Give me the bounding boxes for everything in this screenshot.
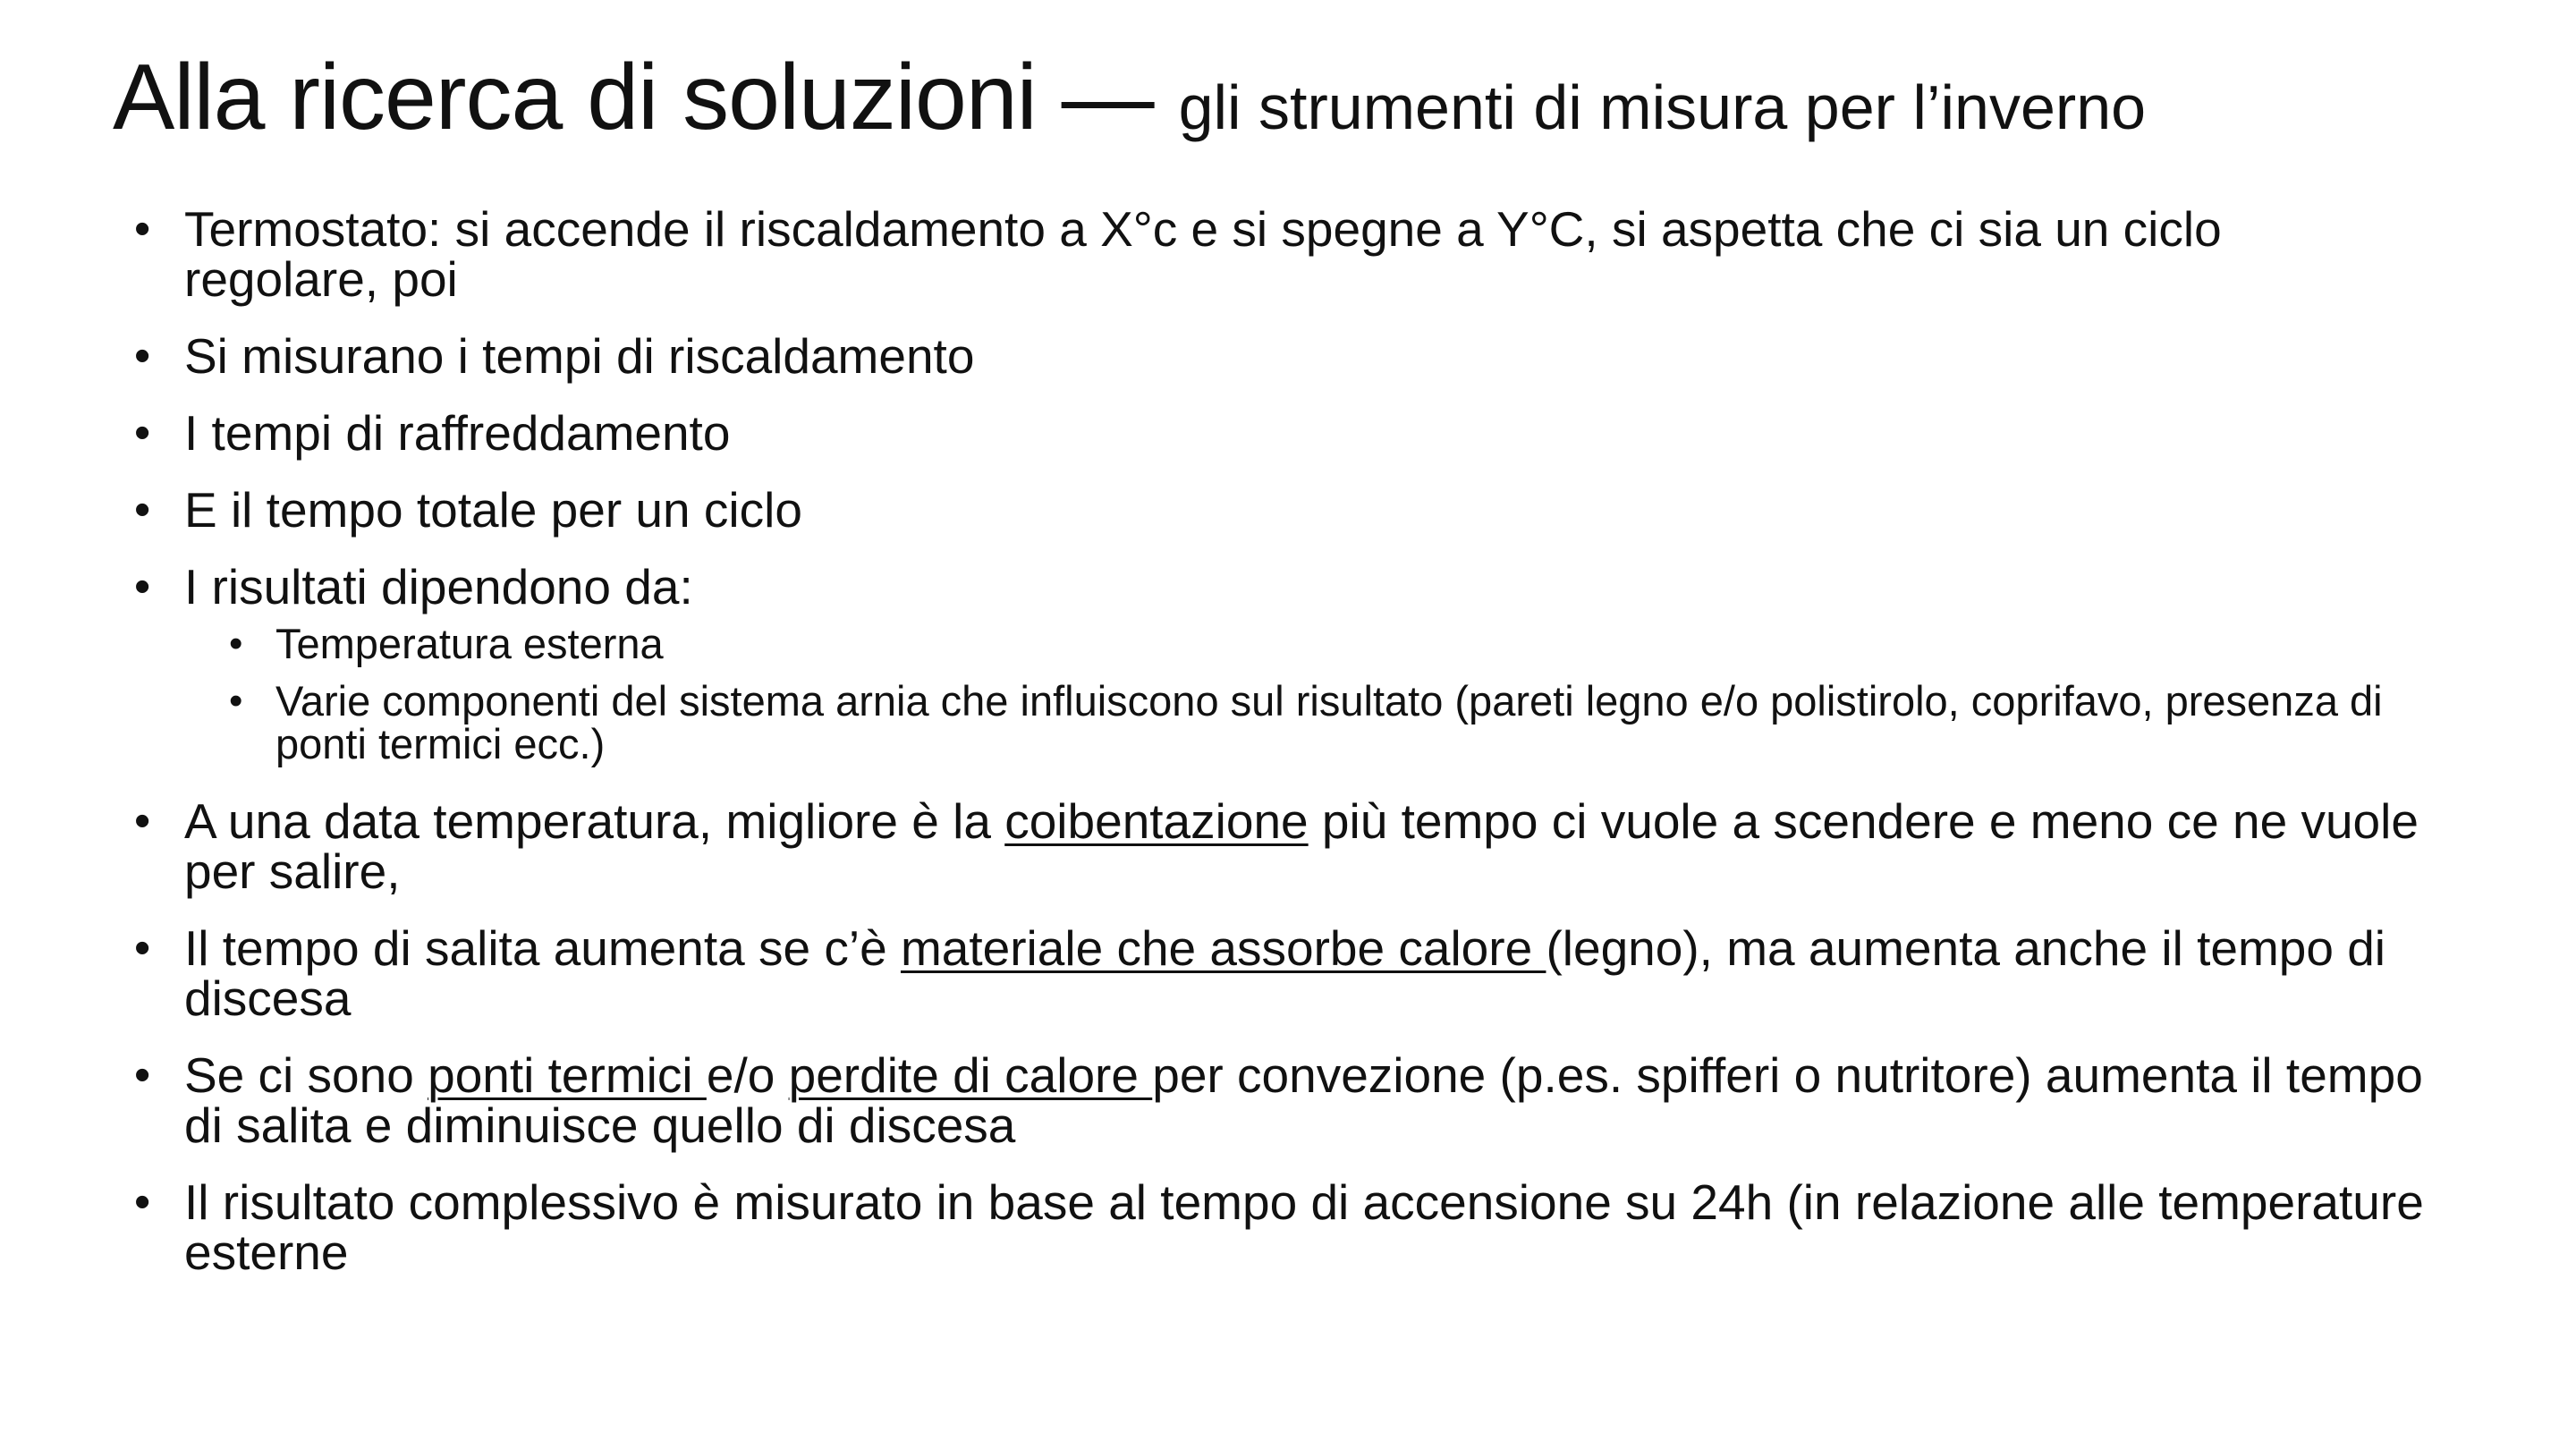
slide-title-main: Alla ricerca di soluzioni — bbox=[113, 46, 1179, 149]
slide-title bbox=[113, 45, 2146, 151]
bullet-text: (legno), ma aumenta anche il tempo di discesa bbox=[184, 920, 2386, 1026]
bullet-text: Il tempo di salita aumenta se c’è bbox=[184, 920, 901, 976]
underlined-term-ponti-termici: ponti termici bbox=[428, 1047, 707, 1103]
bullet-tempi-raffreddamento: • I tempi di raffreddamento bbox=[134, 408, 2424, 458]
underlined-term-coibentazione: coibentazione bbox=[1004, 793, 1309, 849]
bullet-text: più tempo ci vuole a scendere e meno ce ne vuole per salire, bbox=[184, 793, 2419, 899]
bullet-text: e/o bbox=[706, 1047, 789, 1103]
sub-bullet-temperatura-esterna: • Temperatura esterna bbox=[229, 623, 2424, 665]
bullet-coibentazione bbox=[134, 793, 2424, 899]
bullet-text: per convezione (p.es. spifferi o nutritore) aumenta il tempo di salita e diminuisce quello di discesa bbox=[184, 1047, 2423, 1153]
bullet-termostato: • Termostato: si accende il riscaldamento a X°c e si spegne a Y°C, si aspetta che ci sia un ciclo regolare, poi bbox=[134, 204, 2424, 304]
sub-bullet-componenti-arnia: • Varie componenti del sistema arnia che influiscono sul risultato (pareti legno e/o polistirolo, coprifavo, presenza di ponti termici ecc.) bbox=[229, 680, 2424, 766]
sub-bullet-list bbox=[134, 620, 2424, 767]
slide-title-subtitle: gli strumenti di misura per l’inverno bbox=[1178, 72, 2147, 142]
bullet-ponti-termici bbox=[134, 1047, 2424, 1153]
bullet-tempi-riscaldamento: • Si misurano i tempi di riscaldamento bbox=[134, 331, 2424, 381]
bullet-risultato-complessivo: • Il risultato complessivo è misurato in base al tempo di accensione su 24h (in relazione alle temperature esterne bbox=[134, 1177, 2424, 1277]
bullet-text: A una data temperatura, migliore è la bbox=[184, 793, 1005, 849]
bullet-text: Se ci sono bbox=[184, 1047, 428, 1103]
underlined-term-materiale: materiale che assorbe calore bbox=[900, 920, 1546, 976]
slide-body bbox=[134, 201, 2424, 1304]
bullet-risultati-dipendono: • I risultati dipendono da: bbox=[134, 562, 2424, 612]
underlined-term-perdite-calore: perdite di calore bbox=[788, 1047, 1153, 1103]
bullet-tempo-totale: • E il tempo totale per un ciclo bbox=[134, 485, 2424, 535]
bullet-materiale-calore bbox=[134, 920, 2424, 1026]
